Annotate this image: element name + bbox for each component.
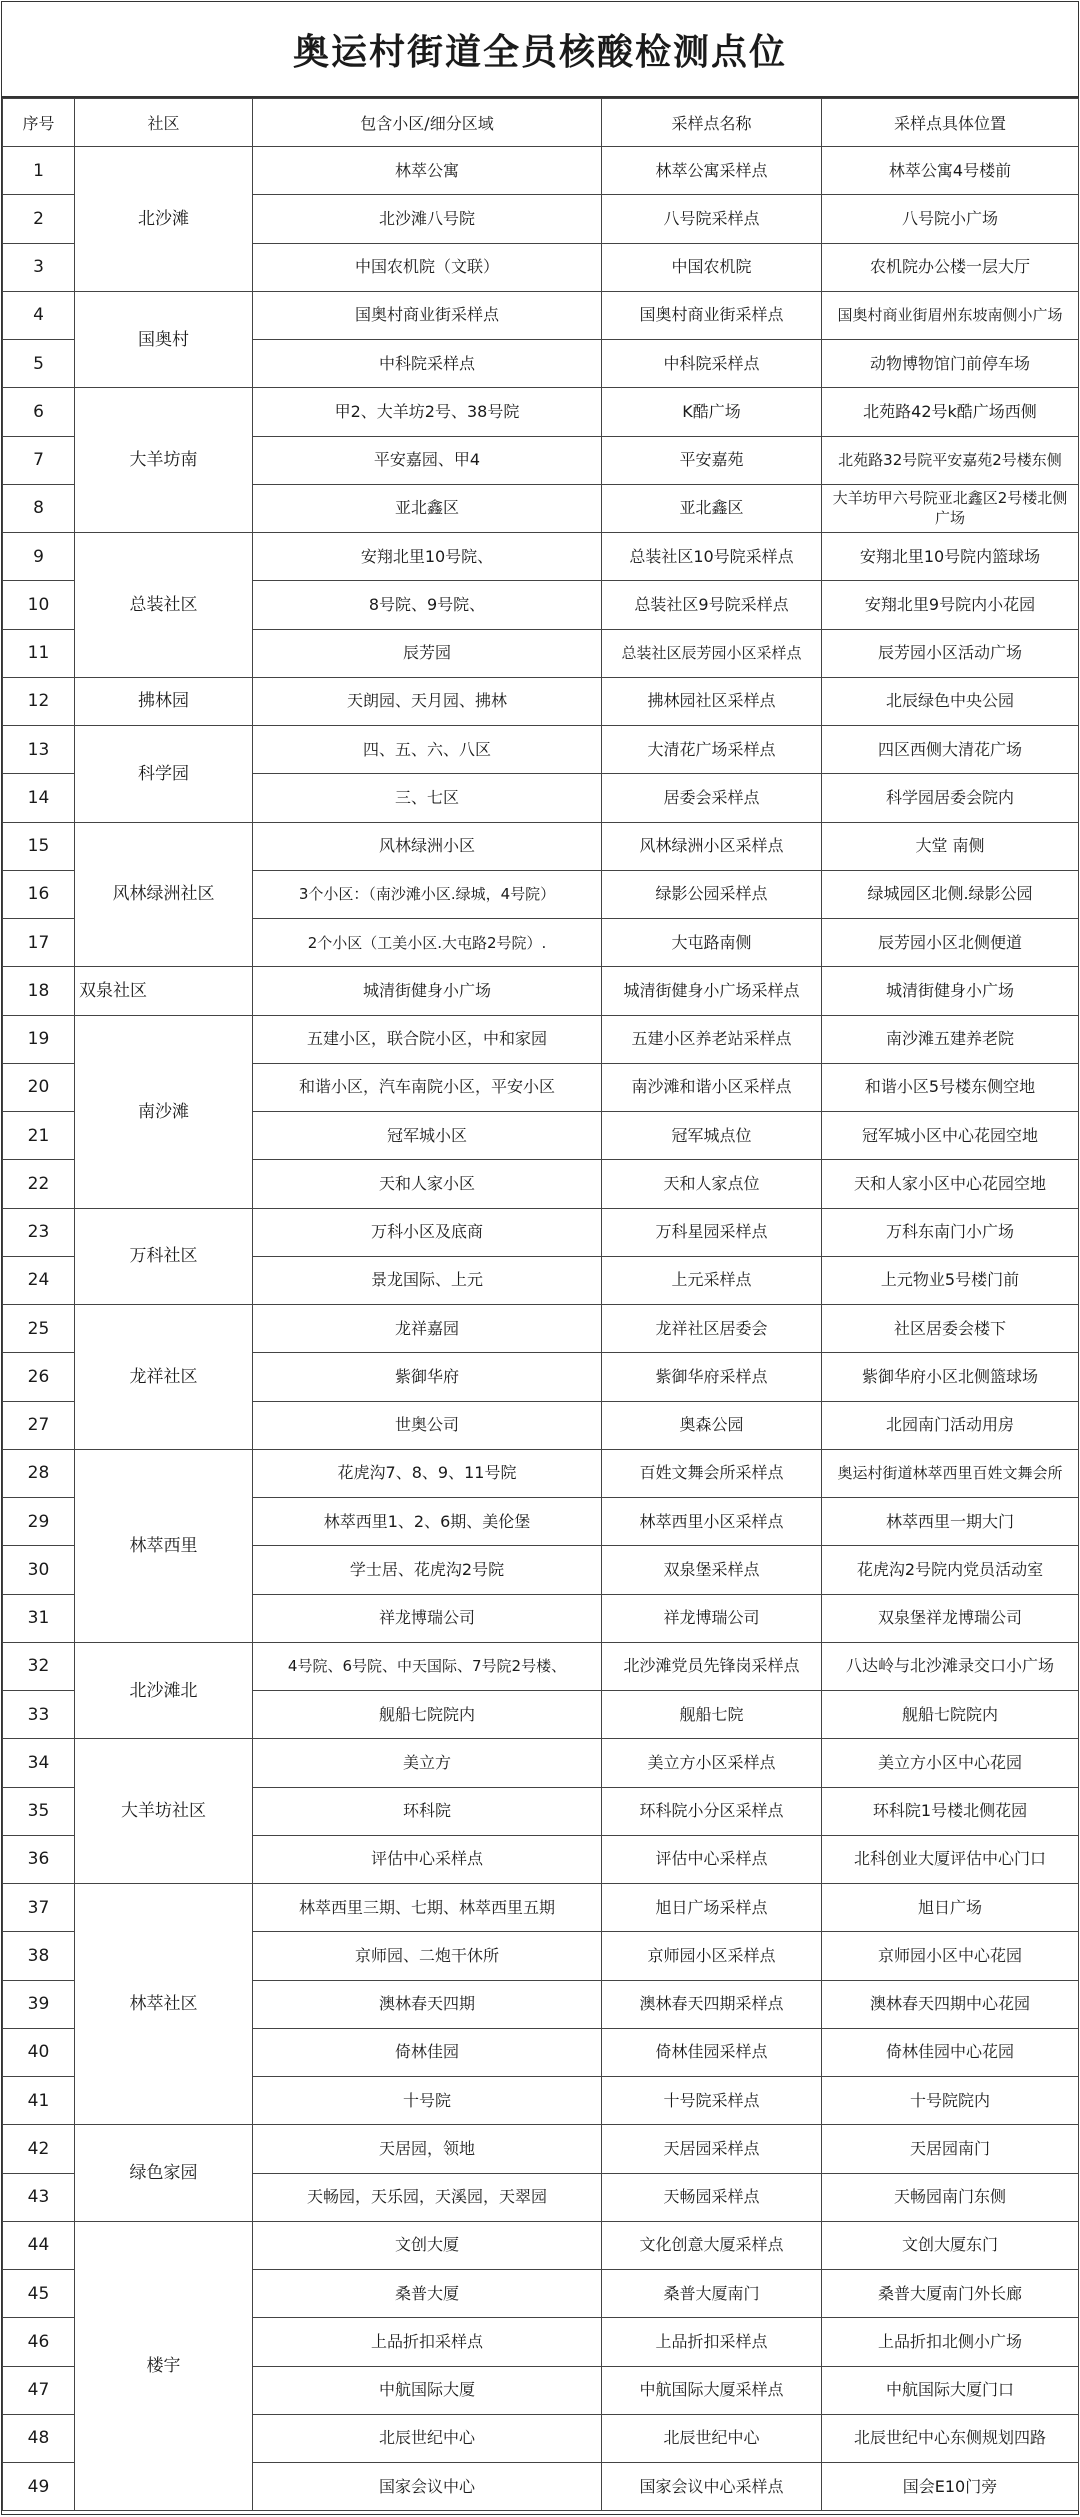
cell-point-name: 环科院小分区采样点 xyxy=(602,1787,822,1835)
cell-point-location: 国奥村商业街眉州东坡南侧小广场 xyxy=(822,291,1079,339)
cell-area: 评估中心采样点 xyxy=(253,1835,602,1883)
cell-point-location: 南沙滩五建养老院 xyxy=(822,1015,1079,1063)
cell-area: 中国农机院（文联） xyxy=(253,243,602,291)
cell-point-location: 天居园南门 xyxy=(822,2125,1079,2173)
cell-area: 天和人家小区 xyxy=(253,1160,602,1208)
cell-community: 总装社区 xyxy=(75,533,253,678)
cell-point-location: 林萃公寓4号楼前 xyxy=(822,147,1079,195)
cell-point-name: 倚林佳园采样点 xyxy=(602,2028,822,2076)
cell-point-name: 国奥村商业街采样点 xyxy=(602,291,822,339)
cell-area: 4号院、6号院、中天国际、7号院2号楼、 xyxy=(253,1642,602,1690)
cell-point-name: 国家会议中心采样点 xyxy=(602,2463,822,2511)
cell-seq: 12 xyxy=(3,677,75,725)
cell-seq: 31 xyxy=(3,1594,75,1642)
cell-community: 万科社区 xyxy=(75,1208,253,1305)
cell-point-name: 冠军城点位 xyxy=(602,1112,822,1160)
cell-point-name: 大清花广场采样点 xyxy=(602,726,822,774)
table-row xyxy=(3,822,1079,870)
cell-point-name: 十号院采样点 xyxy=(602,2077,822,2125)
table-row xyxy=(3,1449,1079,1497)
cell-area: 祥龙博瑞公司 xyxy=(253,1594,602,1642)
cell-area: 龙祥嘉园 xyxy=(253,1305,602,1353)
cell-point-location: 北辰世纪中心东侧规划四路 xyxy=(822,2414,1079,2462)
cell-seq: 33 xyxy=(3,1691,75,1739)
cell-community: 林萃社区 xyxy=(75,1884,253,2125)
cell-point-name: 亚北鑫区 xyxy=(602,484,822,532)
cell-area: 安翔北里10号院、 xyxy=(253,533,602,581)
cell-community: 拂林园 xyxy=(75,677,253,725)
table-row xyxy=(3,2125,1079,2173)
cell-seq: 34 xyxy=(3,1739,75,1787)
table-row xyxy=(3,1305,1079,1353)
cell-seq: 39 xyxy=(3,1980,75,2028)
cell-area: 城清街健身小广场 xyxy=(253,967,602,1015)
cell-point-location: 辰芳园小区活动广场 xyxy=(822,629,1079,677)
cell-community: 绿色家园 xyxy=(75,2125,253,2222)
cell-point-location: 旭日广场 xyxy=(822,1884,1079,1932)
cell-point-name: 八号院采样点 xyxy=(602,195,822,243)
cell-point-location: 国会E10门旁 xyxy=(822,2463,1079,2511)
cell-community: 风林绿洲社区 xyxy=(75,822,253,967)
cell-point-location: 北苑路32号院平安嘉苑2号楼东侧 xyxy=(822,436,1079,484)
cell-area: 三、七区 xyxy=(253,774,602,822)
cell-area: 林萃西里1、2、6期、美伦堡 xyxy=(253,1498,602,1546)
header-seq: 序号 xyxy=(3,99,75,147)
cell-area: 天朗园、天月园、拂林 xyxy=(253,677,602,725)
cell-point-location: 美立方小区中心花园 xyxy=(822,1739,1079,1787)
cell-point-location: 绿城园区北侧.绿影公园 xyxy=(822,870,1079,918)
cell-point-name: 北辰世纪中心 xyxy=(602,2414,822,2462)
cell-area: 倚林佳园 xyxy=(253,2028,602,2076)
cell-point-name: 桑普大厦南门 xyxy=(602,2270,822,2318)
cell-seq: 41 xyxy=(3,2077,75,2125)
cell-community: 楼宇 xyxy=(75,2221,253,2511)
cell-point-location: 天畅园南门东侧 xyxy=(822,2173,1079,2221)
cell-point-location: 城清街健身小广场 xyxy=(822,967,1079,1015)
cell-point-location: 北科创业大厦评估中心门口 xyxy=(822,1835,1079,1883)
cell-area: 8号院、9号院、 xyxy=(253,581,602,629)
cell-point-location: 大羊坊甲六号院亚北鑫区2号楼北侧广场 xyxy=(822,484,1079,532)
cell-community: 双泉社区 xyxy=(75,967,253,1015)
cell-community: 南沙滩 xyxy=(75,1015,253,1208)
cell-seq: 47 xyxy=(3,2366,75,2414)
cell-point-location: 花虎沟2号院内党员活动室 xyxy=(822,1546,1079,1594)
cell-point-location: 科学园居委会院内 xyxy=(822,774,1079,822)
cell-seq: 36 xyxy=(3,1835,75,1883)
cell-area: 平安嘉园、甲4 xyxy=(253,436,602,484)
cell-seq: 1 xyxy=(3,147,75,195)
cell-area: 上品折扣采样点 xyxy=(253,2318,602,2366)
cell-area: 五建小区，联合院小区，中和家园 xyxy=(253,1015,602,1063)
cell-area: 风林绿洲小区 xyxy=(253,822,602,870)
cell-seq: 45 xyxy=(3,2270,75,2318)
cell-point-name: 澳林春天四期采样点 xyxy=(602,1980,822,2028)
cell-area: 世奥公司 xyxy=(253,1401,602,1449)
cell-seq: 43 xyxy=(3,2173,75,2221)
cell-area: 和谐小区，汽车南院小区，平安小区 xyxy=(253,1063,602,1111)
cell-point-name: 北沙滩党员先锋岗采样点 xyxy=(602,1642,822,1690)
cell-point-location: 京师园小区中心花园 xyxy=(822,1932,1079,1980)
cell-point-location: 安翔北里9号院内小花园 xyxy=(822,581,1079,629)
cell-point-location: 中航国际大厦门口 xyxy=(822,2366,1079,2414)
cell-point-name: 五建小区养老站采样点 xyxy=(602,1015,822,1063)
cell-point-name: 大屯路南侧 xyxy=(602,919,822,967)
cell-community: 大羊坊南 xyxy=(75,388,253,533)
cell-area: 甲2、大羊坊2号、38号院 xyxy=(253,388,602,436)
cell-seq: 2 xyxy=(3,195,75,243)
cell-community: 北沙滩北 xyxy=(75,1642,253,1739)
cell-point-location: 林萃西里一期大门 xyxy=(822,1498,1079,1546)
cell-point-location: 环科院1号楼北侧花园 xyxy=(822,1787,1079,1835)
header-point-location: 采样点具体位置 xyxy=(822,99,1079,147)
cell-area: 十号院 xyxy=(253,2077,602,2125)
cell-point-name: 天和人家点位 xyxy=(602,1160,822,1208)
cell-point-name: 南沙滩和谐小区采样点 xyxy=(602,1063,822,1111)
cell-seq: 37 xyxy=(3,1884,75,1932)
cell-point-location: 万科东南门小广场 xyxy=(822,1208,1079,1256)
cell-point-location: 双泉堡祥龙博瑞公司 xyxy=(822,1594,1079,1642)
cell-area: 舰船七院院内 xyxy=(253,1691,602,1739)
cell-point-location: 八达岭与北沙滩录交口小广场 xyxy=(822,1642,1079,1690)
cell-area: 紫御华府 xyxy=(253,1353,602,1401)
cell-point-name: 万科星园采样点 xyxy=(602,1208,822,1256)
cell-point-name: 文化创意大厦采样点 xyxy=(602,2221,822,2269)
cell-seq: 8 xyxy=(3,484,75,532)
cell-area: 国奥村商业街采样点 xyxy=(253,291,602,339)
cell-point-name: 评估中心采样点 xyxy=(602,1835,822,1883)
cell-point-name: 拂林园社区采样点 xyxy=(602,677,822,725)
cell-area: 辰芳园 xyxy=(253,629,602,677)
cell-point-location: 辰芳园小区北侧便道 xyxy=(822,919,1079,967)
cell-seq: 17 xyxy=(3,919,75,967)
cell-area: 北辰世纪中心 xyxy=(253,2414,602,2462)
cell-point-name: K酷广场 xyxy=(602,388,822,436)
page-title: 奥运村街道全员核酸检测点位 xyxy=(2,2,1078,98)
cell-community: 大羊坊社区 xyxy=(75,1739,253,1884)
table-row xyxy=(3,533,1079,581)
cell-area: 花虎沟7、8、9、11号院 xyxy=(253,1449,602,1497)
cell-point-name: 奥森公园 xyxy=(602,1401,822,1449)
table-row xyxy=(3,677,1079,725)
cell-point-name: 双泉堡采样点 xyxy=(602,1546,822,1594)
cell-area: 中科院采样点 xyxy=(253,340,602,388)
cell-point-name: 中科院采样点 xyxy=(602,340,822,388)
cell-point-location: 奥运村街道林萃西里百姓文舞会所 xyxy=(822,1449,1079,1497)
cell-seq: 19 xyxy=(3,1015,75,1063)
cell-community: 龙祥社区 xyxy=(75,1305,253,1450)
cell-seq: 29 xyxy=(3,1498,75,1546)
table-row xyxy=(3,1015,1079,1063)
cell-point-location: 上元物业5号楼门前 xyxy=(822,1256,1079,1304)
cell-point-location: 和谐小区5号楼东侧空地 xyxy=(822,1063,1079,1111)
cell-seq: 35 xyxy=(3,1787,75,1835)
cell-point-location: 十号院院内 xyxy=(822,2077,1079,2125)
cell-seq: 4 xyxy=(3,291,75,339)
cell-seq: 32 xyxy=(3,1642,75,1690)
cell-area: 四、五、六、八区 xyxy=(253,726,602,774)
header-community: 社区 xyxy=(75,99,253,147)
cell-point-name: 居委会采样点 xyxy=(602,774,822,822)
cell-point-location: 紫御华府小区北侧篮球场 xyxy=(822,1353,1079,1401)
cell-area: 学士居、花虎沟2号院 xyxy=(253,1546,602,1594)
cell-seq: 18 xyxy=(3,967,75,1015)
cell-point-location: 舰船七院院内 xyxy=(822,1691,1079,1739)
cell-point-name: 中国农机院 xyxy=(602,243,822,291)
cell-point-name: 京师园小区采样点 xyxy=(602,1932,822,1980)
cell-community: 科学园 xyxy=(75,726,253,823)
cell-point-location: 动物博物馆门前停车场 xyxy=(822,340,1079,388)
cell-area: 天居园，领地 xyxy=(253,2125,602,2173)
cell-point-location: 四区西侧大清花广场 xyxy=(822,726,1079,774)
cell-area: 3个小区：（南沙滩小区.绿城，4号院） xyxy=(253,870,602,918)
cell-seq: 40 xyxy=(3,2028,75,2076)
cell-point-name: 林萃公寓采样点 xyxy=(602,147,822,195)
cell-seq: 27 xyxy=(3,1401,75,1449)
document-sheet xyxy=(1,1,1079,2515)
cell-point-location: 文创大厦东门 xyxy=(822,2221,1079,2269)
cell-seq: 26 xyxy=(3,1353,75,1401)
cell-area: 林萃公寓 xyxy=(253,147,602,195)
cell-area: 冠军城小区 xyxy=(253,1112,602,1160)
cell-seq: 28 xyxy=(3,1449,75,1497)
cell-seq: 38 xyxy=(3,1932,75,1980)
cell-point-name: 绿影公园采样点 xyxy=(602,870,822,918)
cell-point-name: 祥龙博瑞公司 xyxy=(602,1594,822,1642)
cell-point-name: 百姓文舞会所采样点 xyxy=(602,1449,822,1497)
cell-seq: 42 xyxy=(3,2125,75,2173)
cell-seq: 15 xyxy=(3,822,75,870)
cell-point-name: 总装社区10号院采样点 xyxy=(602,533,822,581)
cell-area: 京师园、二炮干休所 xyxy=(253,1932,602,1980)
cell-point-name: 平安嘉苑 xyxy=(602,436,822,484)
cell-area: 国家会议中心 xyxy=(253,2463,602,2511)
cell-point-location: 安翔北里10号院内篮球场 xyxy=(822,533,1079,581)
cell-seq: 48 xyxy=(3,2414,75,2462)
cell-area: 亚北鑫区 xyxy=(253,484,602,532)
cell-seq: 24 xyxy=(3,1256,75,1304)
cell-point-name: 城清街健身小广场采样点 xyxy=(602,967,822,1015)
cell-point-location: 八号院小广场 xyxy=(822,195,1079,243)
cell-seq: 11 xyxy=(3,629,75,677)
cell-area: 桑普大厦 xyxy=(253,2270,602,2318)
cell-seq: 20 xyxy=(3,1063,75,1111)
cell-seq: 5 xyxy=(3,340,75,388)
table-row xyxy=(3,2221,1079,2269)
cell-point-location: 大堂 南侧 xyxy=(822,822,1079,870)
cell-point-location: 社区居委会楼下 xyxy=(822,1305,1079,1353)
cell-point-name: 中航国际大厦采样点 xyxy=(602,2366,822,2414)
cell-point-name: 总装社区9号院采样点 xyxy=(602,581,822,629)
table-row xyxy=(3,1642,1079,1690)
cell-point-location: 农机院办公楼一层大厅 xyxy=(822,243,1079,291)
cell-area: 美立方 xyxy=(253,1739,602,1787)
cell-point-location: 桑普大厦南门外长廊 xyxy=(822,2270,1079,2318)
cell-seq: 44 xyxy=(3,2221,75,2269)
cell-seq: 7 xyxy=(3,436,75,484)
cell-community: 国奥村 xyxy=(75,291,253,388)
cell-point-name: 天畅园采样点 xyxy=(602,2173,822,2221)
cell-area: 万科小区及底商 xyxy=(253,1208,602,1256)
cell-point-location: 北园南门活动用房 xyxy=(822,1401,1079,1449)
cell-area: 文创大厦 xyxy=(253,2221,602,2269)
cell-point-name: 舰船七院 xyxy=(602,1691,822,1739)
cell-area: 天畅园，天乐园，天溪园，天翠园 xyxy=(253,2173,602,2221)
cell-point-location: 天和人家小区中心花园空地 xyxy=(822,1160,1079,1208)
cell-seq: 23 xyxy=(3,1208,75,1256)
header-point-name: 采样点名称 xyxy=(602,99,822,147)
cell-seq: 6 xyxy=(3,388,75,436)
table-row xyxy=(3,967,1079,1015)
table-row xyxy=(3,1208,1079,1256)
cell-point-name: 上元采样点 xyxy=(602,1256,822,1304)
cell-area: 景龙国际、上元 xyxy=(253,1256,602,1304)
cell-point-name: 风林绿洲小区采样点 xyxy=(602,822,822,870)
cell-seq: 3 xyxy=(3,243,75,291)
cell-seq: 25 xyxy=(3,1305,75,1353)
cell-point-location: 澳林春天四期中心花园 xyxy=(822,1980,1079,2028)
table-row xyxy=(3,388,1079,436)
cell-area: 澳林春天四期 xyxy=(253,1980,602,2028)
table-row xyxy=(3,726,1079,774)
cell-community: 北沙滩 xyxy=(75,147,253,292)
cell-point-location: 冠军城小区中心花园空地 xyxy=(822,1112,1079,1160)
cell-point-name: 紫御华府采样点 xyxy=(602,1353,822,1401)
cell-point-name: 天居园采样点 xyxy=(602,2125,822,2173)
cell-seq: 9 xyxy=(3,533,75,581)
header-area: 包含小区/细分区域 xyxy=(253,99,602,147)
cell-point-name: 旭日广场采样点 xyxy=(602,1884,822,1932)
cell-seq: 22 xyxy=(3,1160,75,1208)
table-row xyxy=(3,1884,1079,1932)
cell-point-location: 北苑路42号k酷广场西侧 xyxy=(822,388,1079,436)
cell-seq: 16 xyxy=(3,870,75,918)
cell-seq: 10 xyxy=(3,581,75,629)
cell-seq: 46 xyxy=(3,2318,75,2366)
cell-point-name: 龙祥社区居委会 xyxy=(602,1305,822,1353)
table-header-row xyxy=(3,99,1079,147)
cell-point-name: 总装社区辰芳园小区采样点 xyxy=(602,629,822,677)
cell-area: 2个小区（工美小区.大屯路2号院）. xyxy=(253,919,602,967)
cell-area: 林萃西里三期、七期、林萃西里五期 xyxy=(253,1884,602,1932)
cell-seq: 30 xyxy=(3,1546,75,1594)
cell-seq: 14 xyxy=(3,774,75,822)
table-row xyxy=(3,147,1079,195)
table-row xyxy=(3,1739,1079,1787)
cell-point-name: 上品折扣采样点 xyxy=(602,2318,822,2366)
cell-seq: 49 xyxy=(3,2463,75,2511)
table-row xyxy=(3,291,1079,339)
cell-point-location: 上品折扣北侧小广场 xyxy=(822,2318,1079,2366)
cell-area: 环科院 xyxy=(253,1787,602,1835)
testing-sites-table xyxy=(2,98,1079,2511)
cell-seq: 13 xyxy=(3,726,75,774)
cell-area: 北沙滩八号院 xyxy=(253,195,602,243)
cell-community: 林萃西里 xyxy=(75,1449,253,1642)
cell-point-name: 美立方小区采样点 xyxy=(602,1739,822,1787)
cell-area: 中航国际大厦 xyxy=(253,2366,602,2414)
cell-seq: 21 xyxy=(3,1112,75,1160)
cell-point-location: 北辰绿色中央公园 xyxy=(822,677,1079,725)
cell-point-name: 林萃西里小区采样点 xyxy=(602,1498,822,1546)
cell-point-location: 倚林佳园中心花园 xyxy=(822,2028,1079,2076)
